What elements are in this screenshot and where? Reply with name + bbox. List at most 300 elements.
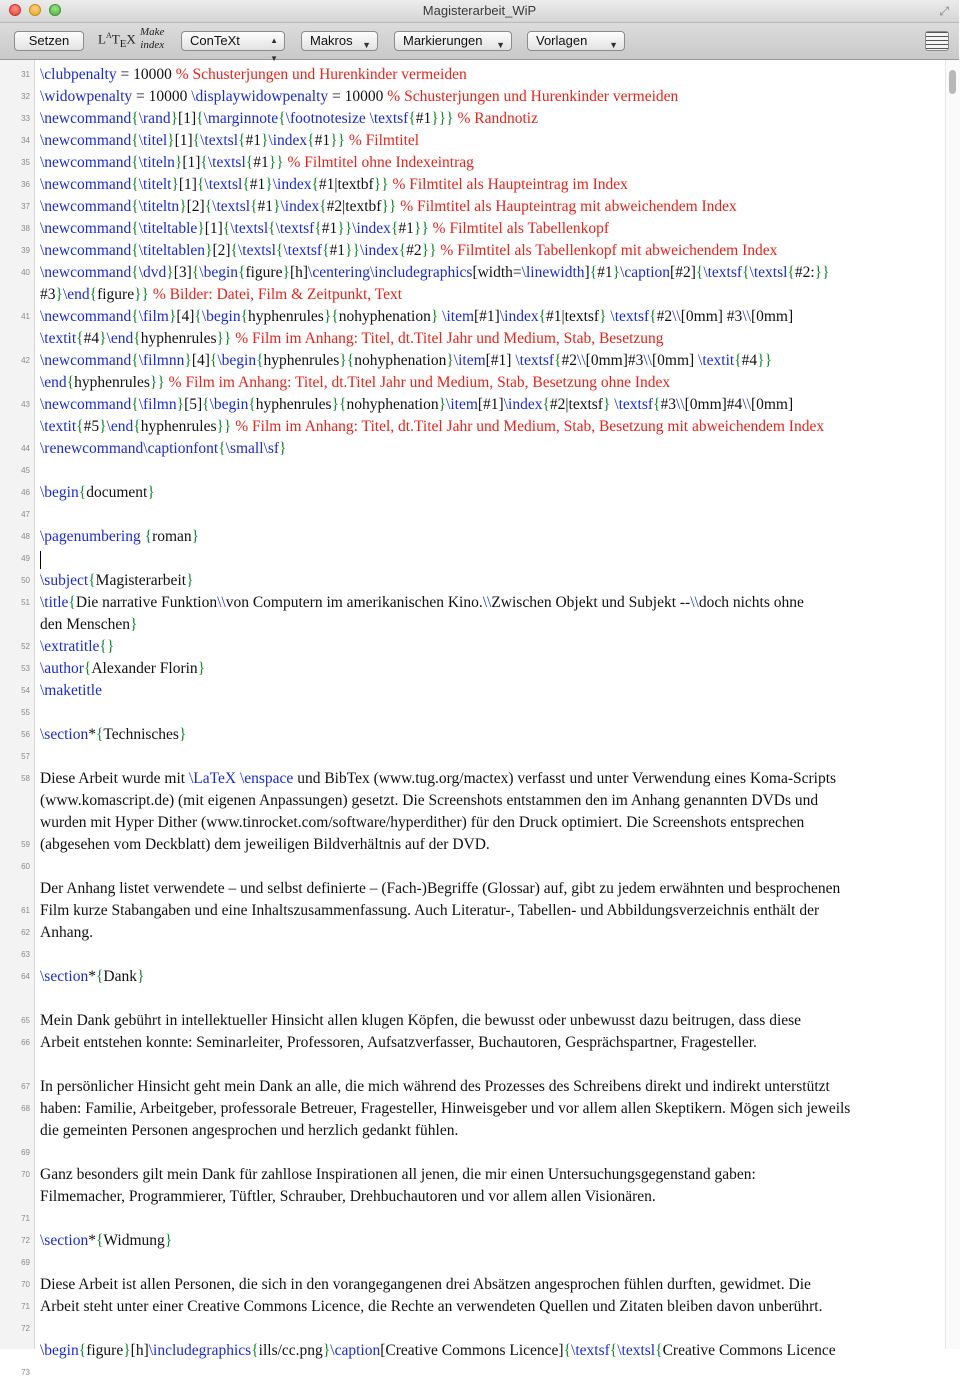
tex-comment: % Randnotiz xyxy=(453,110,538,127)
code-line[interactable] xyxy=(40,900,819,922)
latex-logo-icon[interactable]: $L^AT_EX$ xyxy=(98,31,136,50)
code-line[interactable] xyxy=(40,658,205,680)
code-line[interactable] xyxy=(40,636,114,658)
tex-command: \filmn xyxy=(138,396,177,413)
tex-brace: }} xyxy=(421,242,437,259)
tex-command: \\ xyxy=(577,352,586,369)
plain-text: hyphenrules xyxy=(140,330,217,347)
code-line[interactable] xyxy=(40,1120,458,1142)
tex-brace: }} xyxy=(413,220,429,237)
tex-command: \textsf xyxy=(275,220,315,237)
line-number: 70 xyxy=(21,1280,30,1289)
line-number: 72 xyxy=(21,1324,30,1333)
tex-brace: { xyxy=(275,242,284,259)
line-number: 73 xyxy=(21,1368,30,1377)
tex-brace: { xyxy=(131,220,139,237)
code-line[interactable] xyxy=(40,64,467,86)
tex-brace: } xyxy=(164,1232,173,1249)
tex-brace: } xyxy=(191,528,200,545)
plain-text: #2: xyxy=(794,264,815,281)
plain-text: [0mm] xyxy=(651,352,699,369)
tex-command: \centering\includegraphics xyxy=(308,264,473,281)
code-line[interactable] xyxy=(40,196,737,218)
tex-brace: } xyxy=(430,308,439,325)
plain-text: nohyphenation xyxy=(346,396,439,413)
plain-text: Mein Dank gebührt in intellektueller Hinsicht allen klugen Köpfen, die bewusst oder unbewusst dazu beitrugen, dass diese xyxy=(40,1012,802,1029)
plain-text: Zwischen Objekt und Subjekt -- xyxy=(491,594,691,611)
plain-text: #2|textbf xyxy=(326,198,382,215)
line-number: 71 xyxy=(21,1214,30,1223)
tex-brace: { xyxy=(89,286,98,303)
code-line[interactable] xyxy=(40,86,678,108)
code-line[interactable] xyxy=(40,262,830,284)
tex-command: \titel xyxy=(138,132,168,149)
plain-text: #2|textsf xyxy=(549,396,603,413)
tex-brace: }} xyxy=(814,264,830,281)
tex-brace: } xyxy=(282,264,290,281)
plain-text: [#1] xyxy=(474,308,500,325)
tex-brace: }} xyxy=(757,352,773,369)
tex-brace: { xyxy=(563,1342,572,1359)
plain-text: [#1] xyxy=(485,352,516,369)
tex-brace: }}} xyxy=(431,110,454,127)
plain-text: Film kurze Stabangaben und eine Inhaltszusammenfassung. Auch Literatur-, Tabellen- und Abbildungsverzeichnis enthält der xyxy=(40,902,820,919)
templates-popup[interactable] xyxy=(527,31,625,51)
tex-brace: }} xyxy=(345,242,360,259)
plain-text: #1 xyxy=(314,132,331,149)
plain-text: = 10000 xyxy=(116,66,176,83)
plain-text: [0mm] xyxy=(750,396,794,413)
tex-command: \footnotesize \textsf xyxy=(285,110,409,127)
markers-label: Markierungen xyxy=(403,33,483,48)
plain-text: Technisches xyxy=(103,726,179,743)
code-line[interactable] xyxy=(40,152,474,174)
line-number: 51 xyxy=(21,598,30,607)
tex-command: \dvd xyxy=(138,264,167,281)
tex-comment: % Filmtitel als Haupteintrag im Index xyxy=(388,176,628,193)
tex-command: \textsf xyxy=(610,396,654,413)
typeset-button[interactable]: Setzen xyxy=(14,31,84,51)
plain-text: nohyphenation xyxy=(354,352,447,369)
tex-brace: } xyxy=(99,330,107,347)
line-number: 34 xyxy=(21,136,30,145)
tex-command: \textsf xyxy=(515,352,555,369)
tex-brace: { xyxy=(131,242,139,259)
code-line[interactable] xyxy=(40,680,102,702)
tex-brace: { xyxy=(76,418,84,435)
tex-command: \index xyxy=(280,198,320,215)
plain-text: [1] xyxy=(182,154,201,171)
tex-command: \begin xyxy=(40,484,79,501)
tex-command: \extratitle xyxy=(40,638,100,655)
tex-brace: { xyxy=(204,198,213,215)
tex-command: \item xyxy=(446,396,478,413)
code-line[interactable] xyxy=(40,306,793,328)
code-line[interactable] xyxy=(40,1340,836,1362)
tex-command: \index xyxy=(503,396,543,413)
tex-command: \\ xyxy=(217,594,226,611)
markers-popup[interactable] xyxy=(394,31,512,51)
tex-command: \textsf xyxy=(571,1342,610,1359)
line-number: 50 xyxy=(21,576,30,585)
tex-brace: { xyxy=(196,110,204,127)
plain-text: #2 xyxy=(406,242,422,259)
tex-brace: { xyxy=(307,132,315,149)
plain-text: ] xyxy=(584,264,590,281)
line-number: 33 xyxy=(21,114,30,123)
plain-text: [2] xyxy=(212,242,231,259)
tex-command: \newcommand xyxy=(40,264,132,281)
tex-brace: { xyxy=(408,110,416,127)
plain-text: #1 xyxy=(257,198,274,215)
plain-text: [1] xyxy=(204,220,223,237)
tex-command: \section xyxy=(40,1232,89,1249)
plain-text: #1 xyxy=(415,110,432,127)
vertical-scrollbar[interactable] xyxy=(945,60,960,1349)
tex-command: \section xyxy=(40,726,89,743)
plain-text: In persönlicher Hinsicht geht mein Dank an alle, die mich während des Prozesses des Schreibens direkt und indirekt unterstützt xyxy=(40,1078,830,1095)
plain-text: [4] xyxy=(176,308,195,325)
code-line[interactable] xyxy=(40,526,199,548)
tex-command: \author xyxy=(40,660,84,677)
tex-comment: % Filmtitel ohne Indexeintrag xyxy=(283,154,474,171)
plain-text: [4] xyxy=(191,352,210,369)
tex-command: \begin xyxy=(209,396,249,413)
tex-command: \caption xyxy=(330,1342,381,1359)
code-line[interactable] xyxy=(40,878,840,900)
plain-text: Arbeit steht unter einer Creative Commons Licence, die Rechte an verwendeten Quellen und Zitaten bleiben davon unberührt. xyxy=(40,1298,823,1315)
plain-text: Arbeit entstehen konnte: Seminarleiter, Professoren, Aufsatzverfasser, Buchautoren, Gesprächspartner, Fragesteller. xyxy=(40,1034,757,1051)
plain-text: = 10000 xyxy=(132,88,192,105)
line-number: 65 xyxy=(21,1016,30,1025)
macros-popup[interactable] xyxy=(301,31,378,51)
tex-command: \begin xyxy=(217,352,257,369)
tex-brace: { xyxy=(83,660,92,677)
tex-brace: } xyxy=(123,1342,131,1359)
tex-brace: { xyxy=(248,396,256,413)
tex-brace: { xyxy=(655,1342,663,1359)
tex-brace: } xyxy=(197,220,205,237)
tex-command: \textsl xyxy=(617,1342,656,1359)
tex-comment: % Schusterjungen und Hurenkinder vermeiden xyxy=(387,88,679,105)
tex-brace: { xyxy=(238,264,246,281)
plain-text: #4 xyxy=(741,352,758,369)
tex-command: \textsl xyxy=(238,242,276,259)
tex-brace: { xyxy=(742,264,750,281)
line-number-gutter xyxy=(0,60,35,1377)
code-line[interactable] xyxy=(40,174,628,196)
plain-text: #1 xyxy=(253,154,269,171)
line-number: 45 xyxy=(21,466,30,475)
title-bar xyxy=(0,0,959,23)
tex-command: \end xyxy=(106,330,134,347)
tex-command: \widowpenalty xyxy=(40,88,133,105)
tex-brace: } xyxy=(279,440,287,457)
code-line[interactable] xyxy=(40,570,194,592)
tex-command: \\ xyxy=(643,352,652,369)
tex-brace: { xyxy=(68,594,76,611)
tex-brace: } xyxy=(179,198,187,215)
scrollbar-thumb[interactable] xyxy=(949,70,956,94)
plain-text: #1 xyxy=(398,220,414,237)
plain-text: [0mm]#3 xyxy=(585,352,644,369)
tex-command: \textsl xyxy=(230,220,269,237)
tex-brace: { xyxy=(209,352,218,369)
tex-brace: }{ xyxy=(323,308,339,325)
tex-command: \index xyxy=(272,176,312,193)
tex-brace: { xyxy=(245,154,254,171)
code-line[interactable] xyxy=(40,1230,172,1252)
line-number: 48 xyxy=(21,532,30,541)
plain-text: nohyphenation xyxy=(338,308,431,325)
window-title: Magisterarbeit_WiP xyxy=(422,3,537,18)
plain-text: hyphenrules xyxy=(248,308,324,325)
plain-text: document xyxy=(86,484,148,501)
line-number: 31 xyxy=(21,70,30,79)
code-line[interactable] xyxy=(40,834,490,856)
code-line[interactable] xyxy=(40,1098,850,1120)
code-line[interactable] xyxy=(40,1186,656,1208)
tex-brace: { xyxy=(538,308,547,325)
plain-text: ills/cc.png xyxy=(258,1342,323,1359)
tex-command: \rand xyxy=(138,110,171,127)
tex-brace: }{ xyxy=(339,352,355,369)
plain-text: [0mm] xyxy=(750,308,794,325)
code-line[interactable] xyxy=(40,130,419,152)
line-number: 44 xyxy=(21,444,30,453)
plain-text: hyphenrules xyxy=(263,352,340,369)
tex-brace: { xyxy=(131,110,139,127)
tex-command: \newcommand xyxy=(40,242,132,259)
tex-command: \newcommand xyxy=(40,198,132,215)
tex-command: \\ xyxy=(742,308,751,325)
plain-text: Diese Arbeit wurde mit xyxy=(40,770,189,787)
code-line[interactable] xyxy=(40,1296,822,1318)
chevron-down-icon: ▼ xyxy=(362,40,371,50)
tex-command: \newcommand xyxy=(40,352,132,369)
tex-brace: { xyxy=(278,110,286,127)
plain-text: #5 xyxy=(83,418,100,435)
line-number: 69 xyxy=(21,1148,30,1157)
plain-text: #1 xyxy=(597,264,613,281)
tex-brace: { xyxy=(144,528,153,545)
tex-command: \begin xyxy=(199,264,239,281)
plain-text: #1 xyxy=(329,242,346,259)
tex-brace: } xyxy=(612,264,621,281)
code-line[interactable] xyxy=(40,372,670,394)
tex-comment: % Bilder: Datei, Film & Zeitpunkt, Text xyxy=(149,286,403,303)
tex-command: \\ xyxy=(742,396,751,413)
tex-brace: { xyxy=(131,132,139,149)
line-number: 68 xyxy=(21,1104,30,1113)
tex-command: \includegraphics xyxy=(148,1342,252,1359)
code-line[interactable] xyxy=(40,724,186,746)
line-number: 49 xyxy=(21,554,30,563)
line-number: 37 xyxy=(21,202,30,211)
tex-brace: { xyxy=(222,220,231,237)
tex-brace: } xyxy=(205,242,213,259)
tex-command: \subject xyxy=(40,572,89,589)
code-line[interactable] xyxy=(40,1274,811,1296)
plain-text: Dank xyxy=(103,968,137,985)
chevron-down-icon: ▼ xyxy=(609,40,618,50)
plain-text: figure xyxy=(86,1342,124,1359)
tex-command: \begin xyxy=(201,308,241,325)
tex-command: \\ xyxy=(690,594,699,611)
tex-brace: { xyxy=(131,198,139,215)
tex-comment: % Filmtitel als Tabellenkopf xyxy=(428,220,610,237)
tex-command: \textit xyxy=(40,418,77,435)
code-line[interactable] xyxy=(40,768,836,790)
tex-command: \titelt xyxy=(138,176,172,193)
tex-brace: { xyxy=(76,330,84,347)
code-line[interactable] xyxy=(40,812,804,834)
tex-command: \textit xyxy=(698,352,735,369)
tex-command: \\ xyxy=(672,308,681,325)
code-line[interactable] xyxy=(40,240,777,262)
makeindex-logo-icon[interactable]: Make index xyxy=(140,26,165,51)
plain-text: den Menschen xyxy=(40,616,130,633)
tex-command: \newcommand xyxy=(40,308,132,325)
tex-command: \\ xyxy=(482,594,492,611)
tex-brace: { xyxy=(88,572,96,589)
chevron-down-icon: ▼ xyxy=(496,40,505,50)
code-line[interactable] xyxy=(40,218,609,240)
tex-command: \textsl xyxy=(749,264,788,281)
split-view-icon[interactable] xyxy=(925,31,949,51)
code-line[interactable] xyxy=(40,790,818,812)
tex-brace: }} xyxy=(337,220,353,237)
tex-brace: { xyxy=(542,396,550,413)
line-number: 43 xyxy=(21,400,30,409)
code-line[interactable] xyxy=(40,416,824,438)
line-number: 67 xyxy=(21,1082,30,1091)
line-number: 59 xyxy=(21,840,30,849)
line-number: 40 xyxy=(21,268,30,277)
tex-brace: } xyxy=(178,726,187,743)
tex-command: \textsf xyxy=(283,242,323,259)
plain-text: * xyxy=(88,1232,96,1249)
tex-comment: % Filmtitel als Haupteintrag mit abweichendem Index xyxy=(396,198,737,215)
tex-brace: { xyxy=(131,396,139,413)
plain-text: haben: Familie, Arbeitgeber, professorale Betreuer, Fragesteller, Hinweisgeber und vor allem allen Skeptikern. Mögen sich jeweils xyxy=(40,1100,851,1117)
line-number: 41 xyxy=(21,312,30,321)
tex-brace: { xyxy=(589,264,598,281)
plain-text: doch nichts ohne xyxy=(698,594,804,611)
typeset-mode-popup[interactable] xyxy=(181,31,285,63)
tex-comment: % Filmtitel xyxy=(345,132,420,149)
tex-command: \titeltablen xyxy=(138,242,206,259)
tex-brace: } xyxy=(599,308,607,325)
plain-text: figure xyxy=(97,286,135,303)
code-line[interactable] xyxy=(40,592,804,614)
code-line[interactable] xyxy=(40,328,664,350)
tex-brace: { xyxy=(131,264,139,281)
tex-command: \item xyxy=(453,352,486,369)
tex-brace: } xyxy=(438,396,447,413)
tex-brace: { xyxy=(609,1342,618,1359)
tex-brace: { xyxy=(200,154,208,171)
plain-text: die gemeinten Personen angesprochen und herzlich gedankt fühlen. xyxy=(40,1122,459,1139)
tex-command: \newcommand xyxy=(40,220,132,237)
code-line[interactable] xyxy=(40,1164,756,1186)
tex-brace: }{ xyxy=(331,396,347,413)
code-line[interactable] xyxy=(40,614,137,636)
plain-text: [3] xyxy=(173,264,192,281)
templates-label: Vorlagen xyxy=(536,33,588,48)
code-line[interactable] xyxy=(40,394,793,416)
source-editor[interactable] xyxy=(0,60,959,1377)
line-number: 64 xyxy=(21,972,30,981)
tex-brace: }} xyxy=(381,198,397,215)
tex-comment: % Film im Anhang: Titel, dt.Titel Jahr und Medium, Stab, Besetzung ohne Index xyxy=(164,374,671,391)
code-line[interactable] xyxy=(40,1076,830,1098)
tex-command: \displaywidowpenalty xyxy=(191,88,329,105)
plain-text: Alexander Florin xyxy=(91,660,198,677)
line-number: 46 xyxy=(21,488,30,497)
plain-text: hyphenrules xyxy=(140,418,217,435)
code-line[interactable] xyxy=(40,966,144,988)
fullscreen-icon[interactable]: ⤢ xyxy=(939,4,949,18)
code-line[interactable] xyxy=(40,1010,801,1032)
line-number: 42 xyxy=(21,356,30,365)
line-number: 47 xyxy=(21,510,30,519)
plain-text: Filmemacher, Programmierer, Tüftler, Schrauber, Drehbuchautoren und vor allem allen Visionären. xyxy=(40,1188,656,1205)
line-number: 57 xyxy=(21,752,30,761)
plain-text: hyphenrules xyxy=(255,396,332,413)
tex-brace: { xyxy=(319,198,327,215)
tex-brace: } xyxy=(174,154,183,171)
code-line[interactable] xyxy=(40,108,538,130)
line-number: 54 xyxy=(21,686,30,695)
code-line[interactable] xyxy=(40,284,402,306)
tex-brace: { xyxy=(554,352,562,369)
tex-brace: } xyxy=(184,352,192,369)
line-number: 39 xyxy=(21,246,30,255)
tex-brace: { xyxy=(256,352,264,369)
line-number: 71 xyxy=(21,1302,30,1311)
plain-text: Die narrative Funktion xyxy=(75,594,218,611)
line-number: 72 xyxy=(21,1236,30,1245)
plain-text: figure xyxy=(245,264,283,281)
code-line[interactable] xyxy=(40,482,155,504)
plain-text: [5] xyxy=(184,396,203,413)
tex-command: \textit xyxy=(40,330,77,347)
tex-command: \filmnn xyxy=(138,352,185,369)
tex-command: \titeltable xyxy=(138,220,198,237)
tex-brace: } xyxy=(322,1342,331,1359)
line-number: 61 xyxy=(21,906,30,915)
tex-brace: { xyxy=(133,330,141,347)
line-number: 36 xyxy=(21,180,30,189)
plain-text: * xyxy=(88,968,96,985)
plain-text: #2 xyxy=(656,308,673,325)
plain-text: [#2] xyxy=(670,264,696,281)
code-line[interactable] xyxy=(40,922,93,944)
code-line[interactable] xyxy=(40,438,287,460)
tex-brace: { xyxy=(390,220,399,237)
tex-brace: } xyxy=(170,110,179,127)
plain-text: #2 xyxy=(561,352,578,369)
tex-brace: { xyxy=(131,352,139,369)
tex-brace: } xyxy=(265,176,273,193)
tex-brace: } xyxy=(99,418,107,435)
tex-brace: } xyxy=(260,132,269,149)
plain-text: #1|textsf xyxy=(546,308,600,325)
line-number: 32 xyxy=(21,92,30,101)
code-line[interactable] xyxy=(40,1032,757,1054)
code-line[interactable] xyxy=(40,350,772,372)
